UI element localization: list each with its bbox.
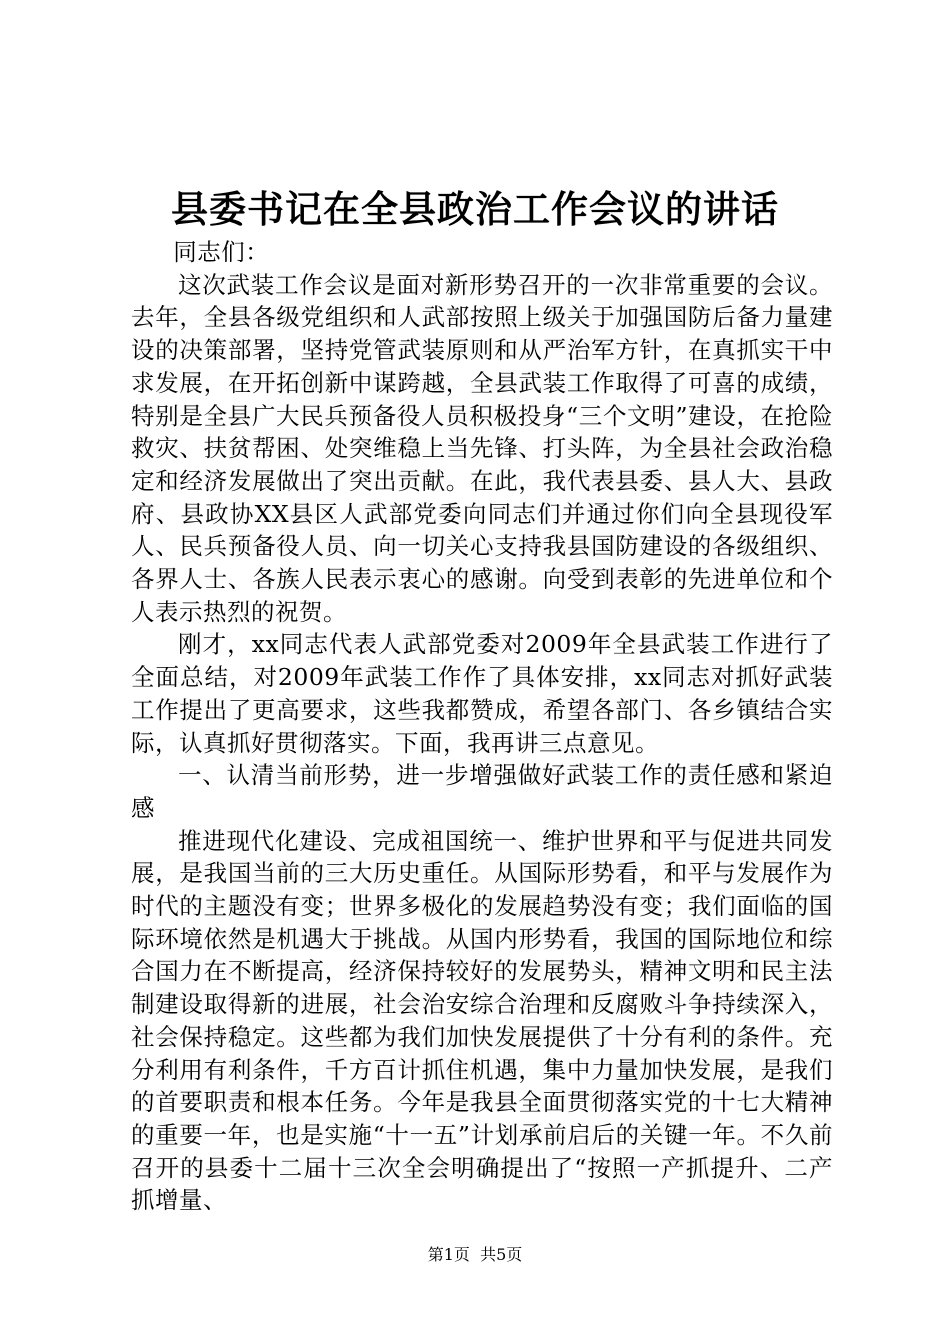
paragraph-situation: 推进现代化建设、完成祖国统一、维护世界和平与促进共同发展，是我国当前的三大历史重任。从国际形势看，和平与发展作为时代的主题没有变；世界多极化的发展趋势没有变；我们面临的国际环境依然是机遇大于挑战。从国内形势看，我国的国际地位和综合国力在不断提高，经济保持较好的发展势头，精神文明和民主法制建设取得新的进展，社会治安综合治理和反腐败斗争持续深入，社会保持稳定。这些都为我们加快发展提供了十分有利的条件。充分利用有利条件，千方百计抓住机遇，集中力量加快发展，是我们的首要职责和根本任务。今年是我县全面贯彻落实党的十七大精神的重要一年，也是实施“十一五”计划承前启后的关键一年。不久前召开的县委十二届十三次全会明确提出了“按照一产抓提升、二产抓增量、 bbox=[131, 826, 833, 1215]
section-heading-one: 一、认清当前形势，进一步增强做好武装工作的责任感和紧迫感 bbox=[131, 761, 833, 822]
paragraph-opening: 这次武装工作会议是面对新形势召开的一次非常重要的会议。去年，全县各级党组织和人武部按照上级关于加强国防后备力量建设的决策部署，坚持党管武装原则和从严治军方针，在真抓实干中求发展，在开拓创新中谋跨越，全县武装工作取得了可喜的成绩，特别是全县广大民兵预备役人员积极投身“三个文明”建设，在抢险救灾、扶贫帮困、处突维稳上当先锋、打头阵，为全县社会政治稳定和经济发展做出了突出贡献。在此，我代表县委、县人大、县政府、县政协XX县区人武部党委向同志们并通过你们向全县现役军人、民兵预备役人员、向一切关心支持我县国防建设的各级组织、各界人士、各族人民表示衷心的感谢。向受到表彰的先进单位和个人表示热烈的祝贺。 bbox=[131, 270, 833, 626]
salutation: 同志们： bbox=[173, 238, 270, 266]
page-footer: 第1页 共5页 bbox=[427, 1245, 523, 1264]
paragraph-summary: 刚才，xx同志代表人武部党委对2009年全县武装工作进行了全面总结，对2009年武装工作作了具体安排，xx同志对抓好武装工作提出了更高要求，这些我都赞成，希望各部门、各乡镇结合实际，认真抓好贯彻落实。下面，我再讲三点意见。 bbox=[131, 630, 833, 757]
document-body bbox=[131, 236, 833, 1217]
document-title: 县委书记在全县政治工作会议的讲话 bbox=[171, 187, 779, 231]
